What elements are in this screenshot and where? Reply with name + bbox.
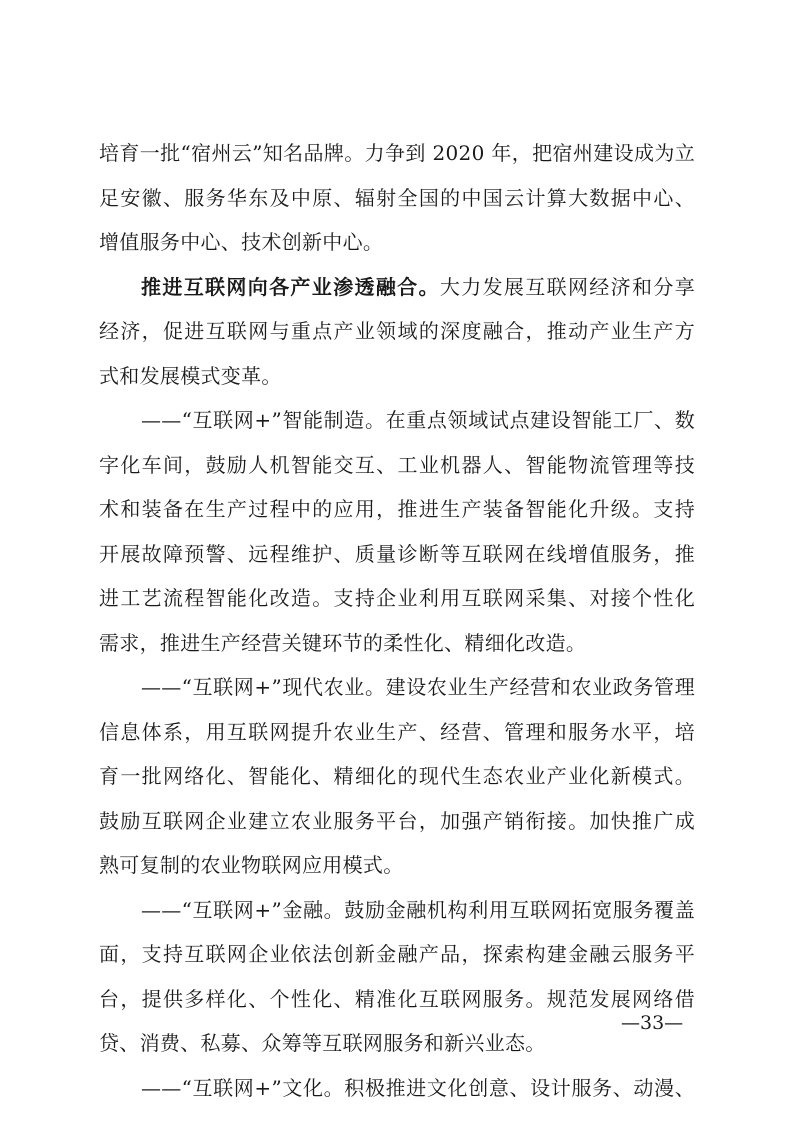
section-heading: 推进互联网向各产业渗透融合。: [141, 274, 440, 299]
text-line: ——“互联网+”智能制造。在重点领域试点建设智能工厂、数: [141, 408, 695, 432]
text-line: 足安徽、服务华东及中原、辐射全国的中国云计算大数据中心、: [99, 185, 695, 210]
text-line: 贷、消费、私募、众筹等互联网服务和新兴业态。: [99, 1031, 546, 1055]
text-line: 熟可复制的农业物联网应用模式。: [99, 853, 404, 877]
text-line: 鼓励互联网企业建立农业服务平台，加强产销衔接。加快推广成: [99, 808, 695, 833]
text-line: 字化车间，鼓励人机智能交互、工业机器人、智能物流管理等技: [99, 452, 695, 477]
text-line: 培育一批“宿州云”知名品牌。力争到 2020 年，把宿州建设成为立: [99, 141, 695, 165]
text-line: 开展故障预警、远程维护、质量诊断等互联网在线增值服务，推: [99, 541, 695, 566]
text-line: ——“互联网+”金融。鼓励金融机构利用互联网拓宽服务覆盖: [141, 897, 695, 922]
page-number: —33—: [621, 1012, 684, 1034]
paragraph-modern-agriculture: [99, 672, 695, 880]
text-line: 经济，促进互联网与重点产业领域的深度融合，推动产业生产方: [99, 319, 695, 343]
text-line: 面，支持互联网企业依法创新金融产品，探索构建金融云服务平: [99, 942, 695, 966]
text-line: 术和装备在生产过程中的应用，推进生产装备智能化升级。支持: [99, 497, 695, 521]
paragraph-finance: [99, 895, 695, 1059]
text-line: 育一批网络化、智能化、精细化的现代生态农业产业化新模式。: [99, 764, 695, 788]
text-line: [99, 272, 695, 302]
paragraph-internet-integration: [99, 272, 695, 391]
paragraph-culture: [99, 1073, 695, 1103]
text-line: 式和发展模式变革。: [99, 363, 282, 388]
text-line: 需求，推进生产经营关键环节的柔性化、精细化改造。: [99, 630, 587, 655]
document-body: [99, 138, 695, 1117]
text-line: ——“互联网+”现代农业。建设农业生产经营和农业政务管理: [141, 675, 695, 699]
text-line: 台，提供多样化、个性化、精准化互联网服务。规范发展网络借: [99, 986, 695, 1011]
text-line: 增值服务中心、技术创新中心。: [99, 230, 384, 254]
paragraph-cloud-brand: [99, 138, 695, 257]
text-line: 信息体系，用互联网提升农业生产、经营、管理和服务水平，培: [99, 719, 695, 744]
text-line: 进工艺流程智能化改造。支持企业利用互联网采集、对接个性化: [99, 586, 695, 610]
text-span: 大力发展互联网经济和分享: [439, 274, 695, 299]
paragraph-smart-manufacturing: [99, 405, 695, 658]
text-line: ——“互联网+”文化。积极推进文化创意、设计服务、动漫、: [141, 1075, 695, 1100]
